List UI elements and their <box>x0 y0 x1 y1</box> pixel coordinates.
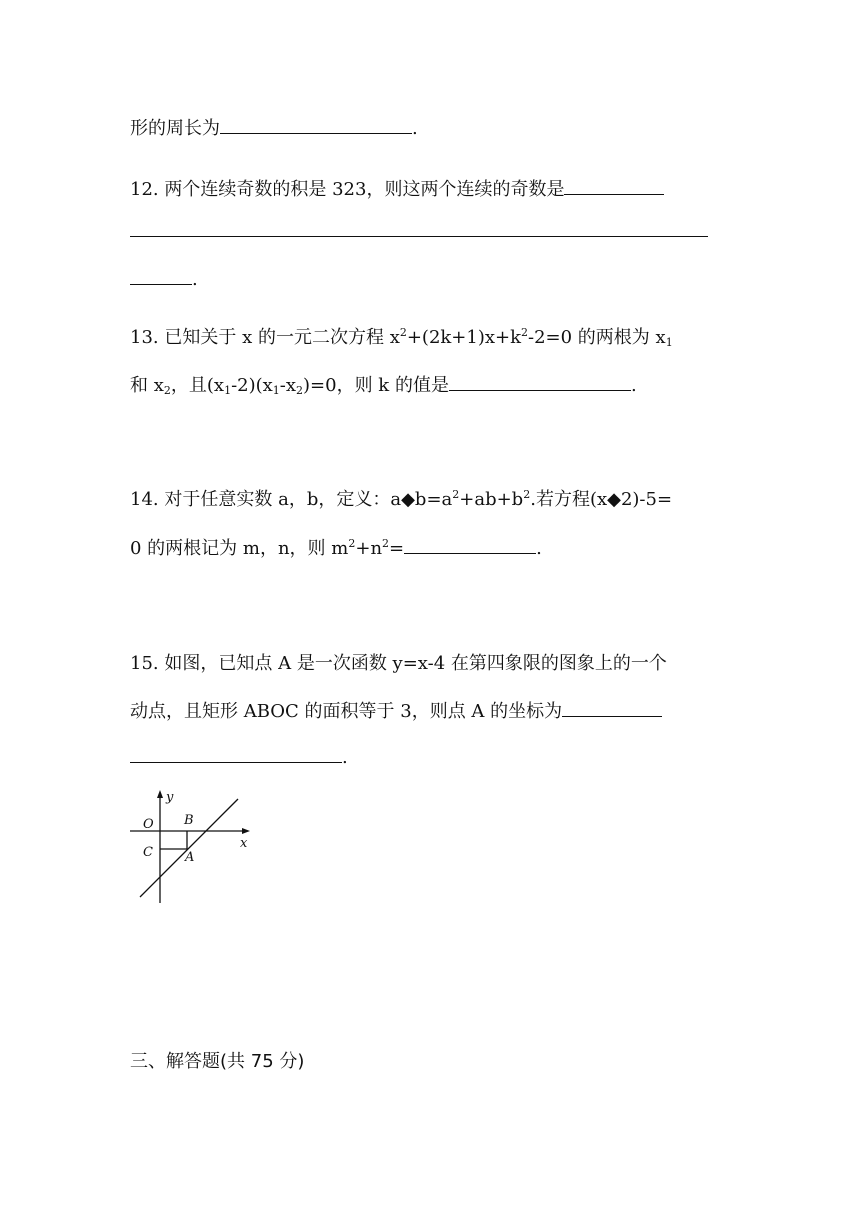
q12-line <box>130 176 664 202</box>
label-c: C <box>143 845 153 860</box>
q15-number: 15. <box>130 653 159 674</box>
q13-line-2: 和 $x_2$，且$(x_1-2)(x_1-x_2)=0$，则 k 的值是 . <box>130 372 637 398</box>
q11-tail-line: 形的周长为 . <box>130 115 418 141</box>
q13-number: 13. <box>130 327 159 348</box>
q15-end-line: . <box>130 744 348 770</box>
section-3-heading: 三、解答题(共 75 分) <box>130 1051 305 1072</box>
q11-answer-blank[interactable] <box>220 115 412 134</box>
label-a: A <box>185 850 195 865</box>
q12-end-line: . <box>130 266 198 292</box>
q13-answer-blank[interactable] <box>449 372 631 391</box>
label-x: x <box>240 836 248 851</box>
q12-answer-rule[interactable] <box>130 236 708 237</box>
q12-answer-blank[interactable] <box>564 176 664 195</box>
q14-line-1: 14. 对于任意实数 a，b，定义：$a◆b=a^2+ab+b^2$.若方程(x◆2)-5= <box>130 488 673 510</box>
q12-number: 12. <box>130 179 159 200</box>
q12-text: 两个连续奇数的积是 323，则这两个连续的奇数是 <box>164 179 565 200</box>
q11-tail-text: 形的周长为 <box>130 118 220 139</box>
x-axis-arrow <box>242 828 250 834</box>
q14-number: 14. <box>130 489 159 510</box>
q15-figure <box>125 785 260 905</box>
q15-line-1: 15. 如图，已知点 A 是一次函数 y=x-4 在第四象限的图象上的一个 <box>130 653 667 674</box>
label-y: y <box>166 790 174 805</box>
q13-line-1: 13. 已知关于 x 的一元二次方程 $x^2+(2k+1)x+k^2-2=0$ 的两根为 $x_1$ <box>130 326 673 349</box>
label-o: O <box>143 817 154 832</box>
q12-answer-blank-end[interactable] <box>130 266 192 285</box>
y-axis-arrow <box>157 790 163 798</box>
q15-line-2: 动点，且矩形 ABOC 的面积等于 3，则点 A 的坐标为 <box>130 698 662 724</box>
label-b: B <box>184 813 194 828</box>
q15-answer-blank-end[interactable] <box>130 744 342 763</box>
q15-answer-blank[interactable] <box>562 698 662 717</box>
q14-answer-blank[interactable] <box>404 535 536 554</box>
q14-line-2: 0 的两根记为 m，n，则 $m^2+n^2=$ . <box>130 537 542 559</box>
